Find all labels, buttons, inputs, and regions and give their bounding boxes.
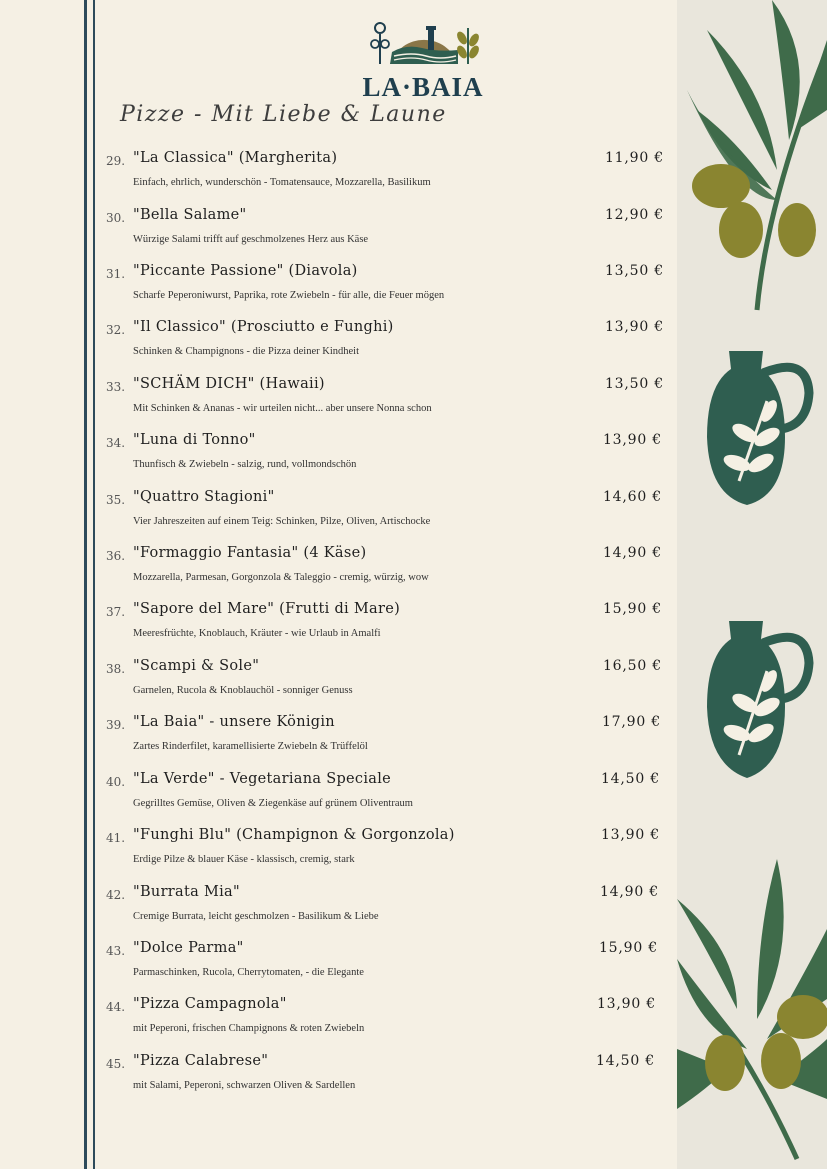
menu-item — [0, 658, 677, 714]
menu-item-price: 13,50 € — [604, 263, 664, 279]
menu-item — [0, 432, 677, 488]
menu-item-name: "Bella Salame" — [133, 207, 247, 223]
menu-item-name: "Burrata Mia" — [133, 884, 240, 900]
menu-item-price: 13,50 € — [604, 376, 664, 392]
section-title: Pizze - Mit Liebe & Laune — [120, 102, 447, 127]
menu-item — [0, 376, 677, 432]
olive-branch-icon — [677, 849, 827, 1169]
menu-item-number: 37. — [106, 605, 126, 619]
menu-item-name: "Scampi & Sole" — [133, 658, 260, 674]
menu-item-description: Vier Jahreszeiten auf einem Teig: Schinken, Pilze, Oliven, Artischocke — [133, 516, 431, 527]
menu-item-name: "Pizza Campagnola" — [133, 996, 287, 1012]
olive-oil-jug-icon — [677, 345, 827, 505]
menu-item-name: "Quattro Stagioni" — [133, 489, 275, 505]
menu-item-number: 35. — [106, 493, 126, 507]
logo-emblem — [366, 14, 482, 70]
menu-item-number: 42. — [106, 888, 126, 902]
menu-item-price: 11,90 € — [604, 150, 664, 166]
menu-item-price: 13,90 € — [596, 996, 656, 1012]
menu-item-number: 41. — [106, 831, 126, 845]
menu-item — [0, 1053, 677, 1109]
menu-item-price: 13,90 € — [602, 432, 662, 448]
menu-item-number: 31. — [106, 267, 126, 281]
menu-item-name: "Luna di Tonno" — [133, 432, 256, 448]
menu-item-price: 13,90 € — [604, 319, 664, 335]
menu-item-name: "SCHÄM DICH" (Hawaii) — [133, 376, 325, 392]
menu-item-number: 44. — [106, 1000, 126, 1014]
menu-item-description: Mozzarella, Parmesan, Gorgonzola & Taleggio - cremig, würzig, wow — [133, 572, 429, 583]
menu-item-description: Schinken & Champignons - die Pizza deiner Kindheit — [133, 346, 359, 357]
menu-item-number: 32. — [106, 323, 126, 337]
brand-logo — [362, 14, 484, 102]
menu-item — [0, 489, 677, 545]
menu-item-price: 14,90 € — [602, 545, 662, 561]
menu-item-description: Meeresfrüchte, Knoblauch, Kräuter - wie Urlaub in Amalfi — [133, 628, 381, 639]
menu-item-name: "La Verde" - Vegetariana Speciale — [133, 771, 392, 787]
menu-item-description: Würzige Salami trifft auf geschmolzenes Herz aus Käse — [133, 234, 369, 245]
menu-item — [0, 771, 677, 827]
menu-item-name: "Pizza Calabrese" — [133, 1053, 269, 1069]
brand-name: LA·BAIA — [362, 72, 484, 102]
menu-item-name: "Formaggio Fantasia" (4 Käse) — [133, 545, 367, 561]
menu-item-description: Cremige Burrata, leicht geschmolzen - Basilikum & Liebe — [133, 911, 379, 922]
menu-item-number: 38. — [106, 662, 126, 676]
menu-item-description: Zartes Rinderfilet, karamellisierte Zwiebeln & Trüffelöl — [133, 741, 368, 752]
menu-item — [0, 545, 677, 601]
menu-item-description: mit Salami, Peperoni, schwarzen Oliven & Sardellen — [133, 1080, 356, 1091]
menu-item-description: Scharfe Peperoniwurst, Paprika, rote Zwiebeln - für alle, die Feuer mögen — [133, 290, 445, 301]
menu-item — [0, 207, 677, 263]
menu-item-name: "Il Classico" (Prosciutto e Funghi) — [133, 319, 394, 335]
menu-item-number: 40. — [106, 775, 126, 789]
menu-item-number: 34. — [106, 436, 126, 450]
menu-item-name: "Dolce Parma" — [133, 940, 244, 956]
menu-item-number: 45. — [106, 1057, 126, 1071]
menu-item-number: 39. — [106, 718, 126, 732]
side-decoration-panel — [677, 0, 827, 1169]
menu-item — [0, 940, 677, 996]
olive-branch-icon — [677, 0, 827, 320]
menu-item — [0, 714, 677, 770]
menu-item — [0, 827, 677, 883]
menu-item — [0, 263, 677, 319]
menu-item-name: "Piccante Passione" (Diavola) — [133, 263, 358, 279]
menu-item-description: Thunfisch & Zwiebeln - salzig, rund, vollmondschön — [133, 459, 357, 470]
menu-item — [0, 884, 677, 940]
menu-item-description: Parmaschinken, Rucola, Cherrytomaten, - die Elegante — [133, 967, 364, 978]
menu-item-price: 17,90 € — [601, 714, 661, 730]
menu-item-description: Garnelen, Rucola & Knoblauchöl - sonniger Genuss — [133, 685, 353, 696]
menu-item-name: "Sapore del Mare" (Frutti di Mare) — [133, 601, 401, 617]
menu-item-price: 13,90 € — [600, 827, 660, 843]
menu-item-name: "La Classica" (Margherita) — [133, 150, 338, 166]
menu-item-number: 29. — [106, 154, 126, 168]
menu-item-description: Erdige Pilze & blauer Käse - klassisch, cremig, stark — [133, 854, 355, 865]
menu-item-description: mit Peperoni, frischen Champignons & roten Zwiebeln — [133, 1023, 365, 1034]
menu-item-description: Einfach, ehrlich, wunderschön - Tomatensauce, Mozzarella, Basilikum — [133, 177, 431, 188]
menu-item-number: 36. — [106, 549, 126, 563]
menu-item — [0, 601, 677, 657]
menu-item-price: 14,50 € — [595, 1053, 655, 1069]
menu-item-price: 14,60 € — [602, 489, 662, 505]
menu-item — [0, 150, 677, 206]
menu-item-number: 30. — [106, 211, 126, 225]
menu-item-price: 12,90 € — [604, 207, 664, 223]
menu-item-description: Gegrilltes Gemüse, Oliven & Ziegenkäse auf grünem Oliventraum — [133, 798, 413, 809]
menu-item-price: 15,90 € — [598, 940, 658, 956]
menu-item — [0, 319, 677, 375]
menu-item — [0, 996, 677, 1052]
menu-item-price: 15,90 € — [602, 601, 662, 617]
menu-item-description: Mit Schinken & Ananas - wir urteilen nicht... aber unsere Nonna schon — [133, 403, 432, 414]
menu-item-name: "Funghi Blu" (Champignon & Gorgonzola) — [133, 827, 455, 843]
menu-item-price: 14,50 € — [600, 771, 660, 787]
menu-item-name: "La Baia" - unsere Königin — [133, 714, 335, 730]
olive-oil-jug-icon — [677, 615, 827, 780]
menu-item-number: 43. — [106, 944, 126, 958]
menu-item-price: 14,90 € — [599, 884, 659, 900]
menu-item-number: 33. — [106, 380, 126, 394]
menu-item-price: 16,50 € — [602, 658, 662, 674]
